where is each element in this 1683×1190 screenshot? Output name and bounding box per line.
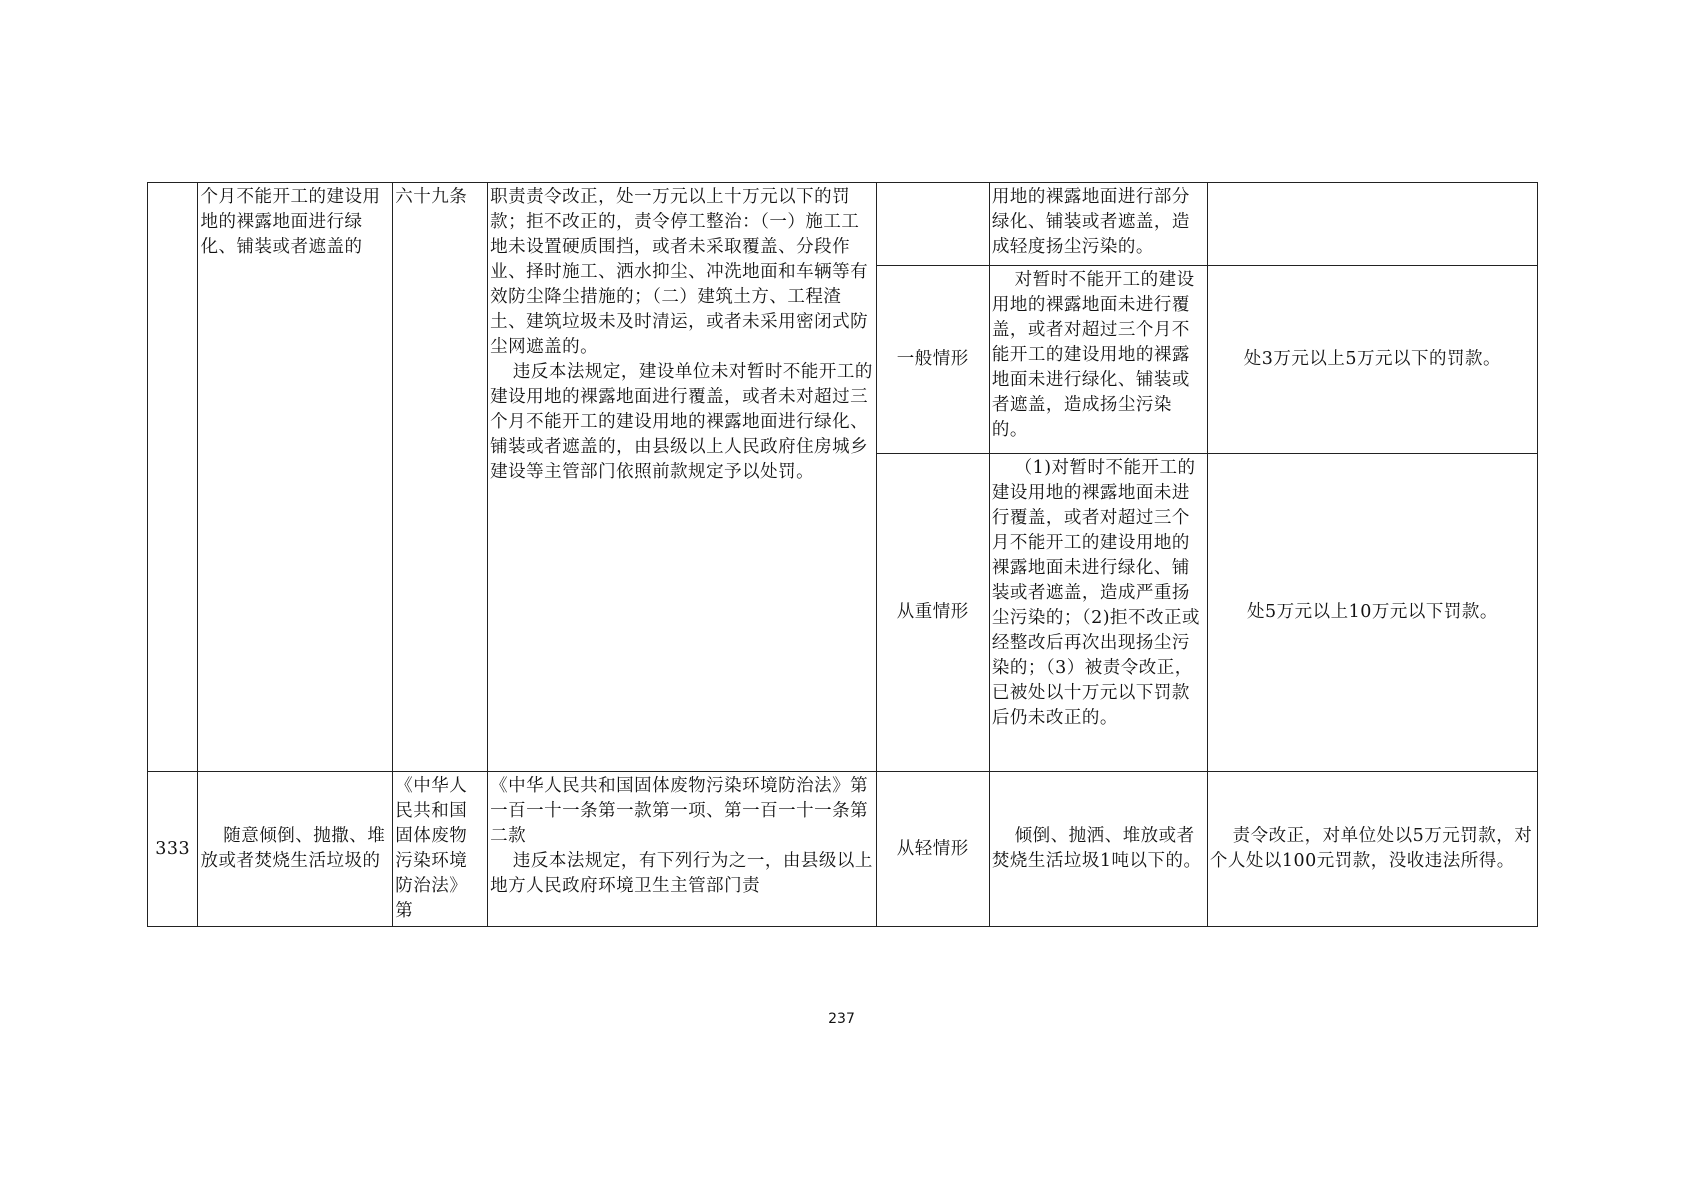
penalty-cell: 责令改正，对单位处以5万元罚款，对个人处以100元罚款，没收违法所得。 <box>1207 772 1537 927</box>
page-number: 237 <box>828 1011 855 1027</box>
circumstance-cell: 对暂时不能开工的建设用地的裸露地面未进行覆盖，或者对超过三个月不能开工的建设用地的裸露地面未进行绿化、铺装或者遮盖，造成扬尘污染的。 <box>989 266 1207 454</box>
penalty-table <box>147 182 1538 927</box>
circumstance-cell: 倾倒、抛洒、堆放或者焚烧生活垃圾1吨以下的。 <box>989 772 1207 927</box>
legal-basis-full-cell <box>488 183 877 772</box>
circumstance-cell: （1)对暂时不能开工的建设用地的裸露地面未进行覆盖，或者对超过三个月不能开工的建设用地的裸露地面未进行绿化、铺装或者遮盖，造成严重扬尘污染的；（2)拒不改正或经整改后再次出现扬尘污染的；（3）被责令改正，已被处以十万元以下罚款后仍未改正的。 <box>989 454 1207 772</box>
discretion-level-cell <box>876 183 989 266</box>
table-row <box>148 772 1538 927</box>
discretion-level-cell: 一般情形 <box>876 266 989 454</box>
discretion-level-cell: 从轻情形 <box>876 772 989 927</box>
legal-basis-short-cell: 《中华人民共和国固体废物污染环境防治法》第 <box>393 772 488 927</box>
penalty-cell: 处3万元以上5万元以下的罚款。 <box>1207 266 1537 454</box>
circumstance-cell: 用地的裸露地面进行部分绿化、铺装或者遮盖，造成轻度扬尘污染的。 <box>989 183 1207 266</box>
legal-basis-full-cell <box>488 772 877 927</box>
legal-basis-paragraph: 《中华人民共和国固体废物污染环境防治法》第一百一十一条第一款第一项、第一百一十一条第二款 <box>490 776 869 846</box>
row-number-cell <box>148 183 198 772</box>
legal-basis-paragraph: 违反本法规定，有下列行为之一，由县级以上地方人民政府环境卫生主管部门责 <box>490 851 873 896</box>
legal-basis-paragraph: 职责责令改正，处一万元以上十万元以下的罚款；拒不改正的，责令停工整治：（一）施工工地未设置硬质围挡，或者未采取覆盖、分段作业、择时施工、洒水抑尘、冲洗地面和车辆等有效防尘降尘措施的；（二）建筑土方、工程渣土、建筑垃圾未及时清运，或者未采用密闭式防尘网遮盖的。 <box>490 187 869 357</box>
legal-basis-paragraph: 违反本法规定，建设单位未对暂时不能开工的建设用地的裸露地面进行覆盖，或者未对超过三个月不能开工的建设用地的裸露地面进行绿化、铺装或者遮盖的，由县级以上人民政府住房城乡建设等主管部门依照前款规定予以处罚。 <box>490 362 873 482</box>
violation-item-cell: 个月不能开工的建设用地的裸露地面进行绿化、铺装或者遮盖的 <box>198 183 393 772</box>
discretion-level-cell: 从重情形 <box>876 454 989 772</box>
violation-item-cell: 随意倾倒、抛撒、堆放或者焚烧生活垃圾的 <box>198 772 393 927</box>
row-number-cell: 333 <box>148 772 198 927</box>
penalty-cell: 处5万元以上10万元以下罚款。 <box>1207 454 1537 772</box>
legal-basis-short-cell: 六十九条 <box>393 183 488 772</box>
table-row <box>148 183 1538 266</box>
penalty-cell <box>1207 183 1537 266</box>
